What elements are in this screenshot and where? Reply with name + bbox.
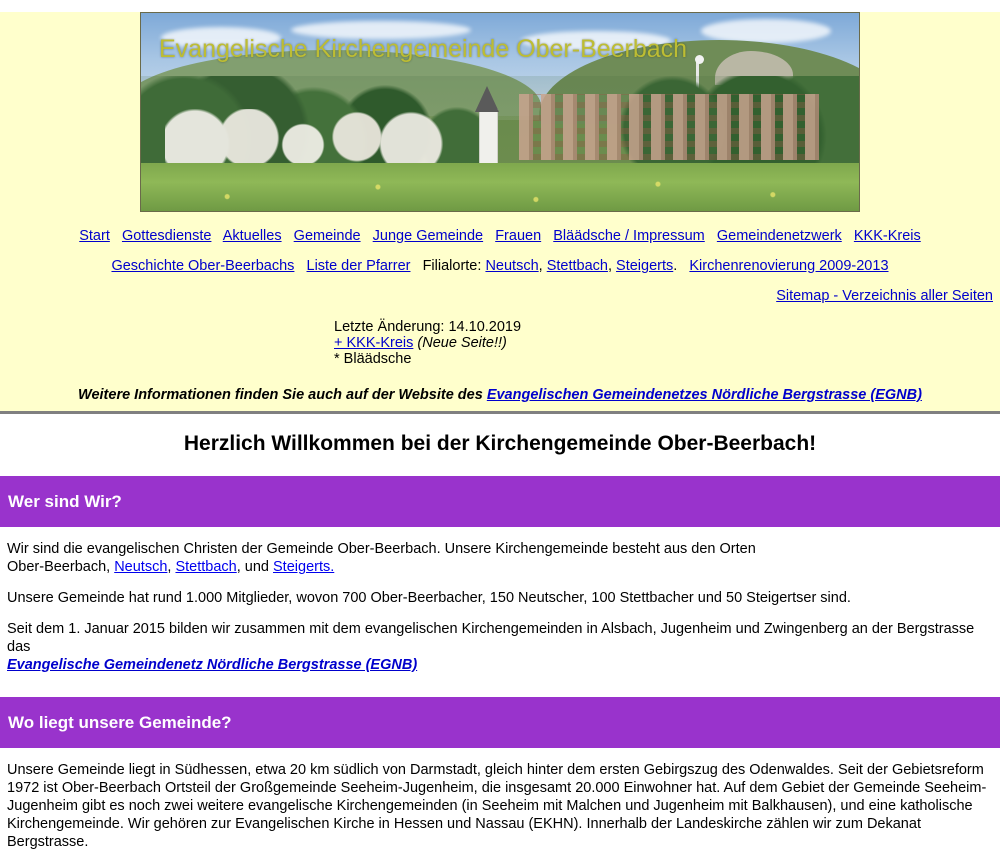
church-roof-shape — [475, 86, 499, 112]
main-content — [0, 432, 1000, 851]
update-link-kkk-kreis[interactable]: + KKK-Kreis — [334, 335, 414, 351]
nav-link-gemeindenetzwerk[interactable]: Gemeindenetzwerk — [716, 228, 842, 244]
filialorte-label: Filialorte: — [422, 258, 486, 274]
nav-link-aktuelles[interactable]: Aktuelles — [222, 228, 282, 244]
nav-link-gottesdienste[interactable]: Gottesdienste — [121, 228, 212, 244]
blossom-trees-layer — [165, 109, 465, 167]
nav-link-geschichte-ober-beerbachs[interactable]: Geschichte Ober-Beerbachs — [111, 258, 295, 274]
update-note-new-page: (Neue Seite!!) — [417, 335, 507, 351]
section-body-wo-liegt-unsere-gemeinde — [0, 761, 1000, 851]
filialorte-sep: , — [607, 258, 617, 274]
nav-link-neutsch[interactable]: Neutsch — [485, 258, 539, 274]
secondary-nav — [0, 258, 1000, 274]
sitemap-link[interactable]: Sitemap - Verzeichnis aller Seiten — [776, 288, 993, 304]
nav-link-frauen[interactable]: Frauen — [495, 228, 542, 244]
nav-spacer — [298, 258, 302, 274]
section-body-wer-sind-wir — [0, 540, 1000, 674]
nav-spacer — [215, 228, 219, 244]
paragraph-location: Unsere Gemeinde liegt in Südhessen, etwa 20 km südlich von Darmstadt, gleich hinter dem ersten Gebirgszug des Odenwaldes. Seit der Gebietsreform 1972 ist Ober-Beerbach Ortsteil der Großgemeinde Seeheim-Jugenheim, die insgesamt 20.000 Einwohner hat. Auf dem Gebiet der Gemeinde Seeheim-Jugenheim gibt es noch zwei weitere evangelische Kirchengemeinden (in Seeheim mit Malchen und Jugenheim mit Balkhausen), und eine katholische Kirchengemeinde. Wir gehören zur Evangelischen Kirche in Hessen und Nassau (EKHN). Innerhalb der Landeskirche zählen wir zum Dekanat Bergstrasse. — [7, 762, 987, 850]
church-tower-shape — [479, 109, 498, 167]
nav-link-kkk-kreis[interactable]: KKK-Kreis — [853, 228, 921, 244]
page-title: Herzlich Willkommen bei der Kirchengemeinde Ober-Beerbach! — [183, 432, 817, 455]
update-info-block — [0, 320, 1000, 367]
identity-line-2: Ober-Beerbach, — [7, 559, 115, 575]
wind-turbine-hub-icon — [695, 55, 704, 64]
nav-spacer — [545, 228, 549, 244]
section-header-wo-liegt-unsere-gemeinde: Wo liegt unsere Gemeinde? — [0, 697, 1000, 748]
identity-line-1: Wir sind die evangelischen Christen der Gemeinde Ober-Beerbach. Unsere Kirchengemeinde besteht aus den Orten — [7, 541, 756, 557]
link-stettbach[interactable]: Stettbach — [175, 559, 237, 575]
link-egnb-network[interactable]: Evangelische Gemeindenetz Nördliche Bergstrasse (EGNB) — [7, 657, 418, 673]
last-change-date: 14.10.2019 — [448, 319, 522, 335]
nav-link-junge-gemeinde[interactable]: Junge Gemeinde — [372, 228, 484, 244]
primary-nav — [0, 228, 1000, 244]
nav-link-steigerts[interactable]: Steigerts — [616, 258, 674, 274]
nav-spacer — [846, 228, 850, 244]
nav-link-liste-der-pfarrer[interactable]: Liste der Pfarrer — [306, 258, 411, 274]
hero-banner-image — [140, 12, 860, 212]
filialorte-sep: , — [538, 258, 547, 274]
link-neutsch[interactable]: Neutsch — [114, 559, 168, 575]
nav-spacer — [114, 228, 118, 244]
spacer — [0, 687, 1000, 697]
nav-spacer — [681, 258, 685, 274]
egnb-link[interactable]: Evangelischen Gemeindenetzes Nördliche Bergstrasse (EGNB) — [486, 387, 922, 403]
paragraph-identity — [7, 540, 993, 576]
egnb-sentence: Seit dem 1. Januar 2015 bilden wir zusammen mit dem evangelischen Kirchengemeinden in Alsbach, Jugenheim und Zwingenberg an der Bergstrasse das — [7, 621, 975, 655]
nav-link-blaeaedsche-impressum[interactable]: Bläädsche / Impressum — [553, 228, 705, 244]
last-change-row — [334, 320, 1000, 335]
sep-2: , und — [236, 559, 274, 575]
section-header-wer-sind-wir: Wer sind Wir? — [0, 476, 1000, 527]
link-steigerts[interactable]: Steigerts. — [273, 559, 335, 575]
hero-title: Evangelische Kirchengemeinde Ober-Beerbach — [159, 35, 688, 63]
update-row-2: * Bläädsche — [334, 351, 412, 367]
update-row-1 — [334, 336, 1000, 351]
nav-link-gemeinde[interactable]: Gemeinde — [293, 228, 361, 244]
sep-1: , — [167, 559, 176, 575]
nav-link-kirchenrenovierung[interactable]: Kirchenrenovierung 2009-2013 — [689, 258, 889, 274]
egnb-info-row — [0, 387, 1000, 403]
nav-spacer — [365, 228, 369, 244]
nav-spacer — [487, 228, 491, 244]
site-header — [0, 12, 1000, 414]
nav-link-start[interactable]: Start — [79, 228, 110, 244]
egnb-text: Weitere Informationen finden Sie auch auf der Website des — [78, 387, 487, 403]
nav-spacer — [286, 228, 290, 244]
sitemap-row — [0, 288, 1000, 304]
last-change-label: Letzte Änderung: — [334, 319, 449, 335]
village-houses-layer — [519, 94, 819, 160]
meadow-flowers-layer — [141, 163, 859, 211]
nav-link-stettbach[interactable]: Stettbach — [546, 258, 608, 274]
paragraph-egnb — [7, 620, 993, 674]
nav-spacer — [415, 258, 419, 274]
filialorte-end: . — [673, 258, 678, 274]
paragraph-membership: Unsere Gemeinde hat rund 1.000 Mitglieder, wovon 700 Ober-Beerbacher, 150 Neutscher, 100 Stettbacher und 50 Steigertser sind. — [7, 590, 851, 606]
nav-spacer — [709, 228, 713, 244]
